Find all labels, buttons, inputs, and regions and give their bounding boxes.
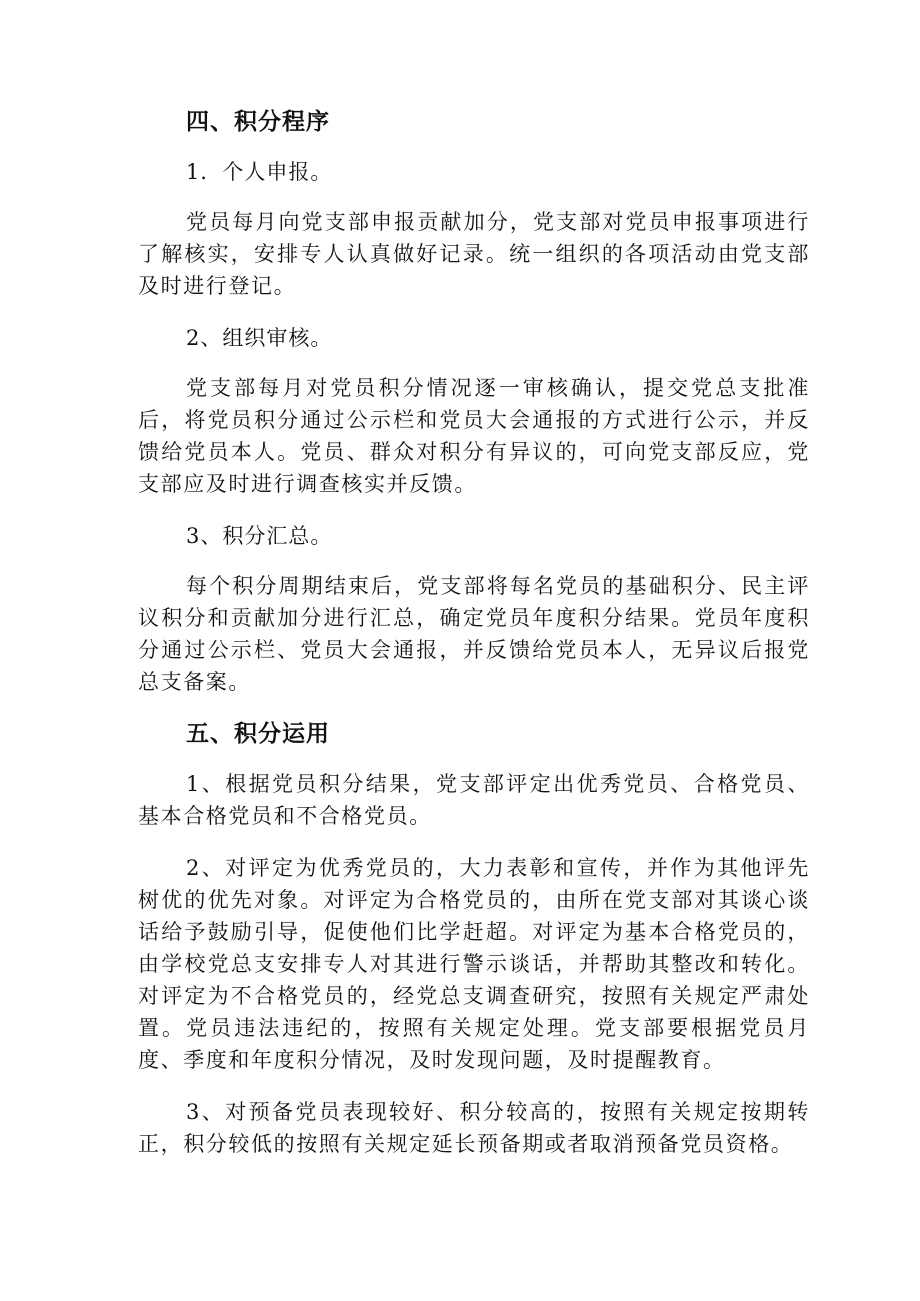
section-4-item-1-body: 党员每月向党支部申报贡献加分，党支部对党员申报事项进行了解核实，安排专人认真做好记录。统一组织的各项活动由党支部及时进行登记。: [138, 210, 810, 298]
section-4-item-3-body: 每个积分周期结束后，党支部将每名党员的基础积分、民主评议积分和贡献加分进行汇总，确定党员年度积分结果。党员年度积分通过公示栏、党员大会通报，并反馈给党员本人，无异议后报党总支备案。: [138, 574, 810, 694]
section-4-item-1-title: 1．个人申报。: [186, 160, 333, 184]
document-page: [138, 106, 810, 1160]
section-5-heading: 五、积分运用: [186, 721, 330, 747]
section-4-item-2-body: 党支部每月对党员积分情况逐一审核确认，提交党总支批准后，将党员积分通过公示栏和党员大会通报的方式进行公示，并反馈给党员本人。党员、群众对积分有异议的，可向党支部反应，党支部应及时进行调查核实并反馈。: [138, 376, 810, 496]
section-4-item-2-title: 2、组织审核。: [186, 326, 333, 350]
section-5-item-3: 3、对预备党员表现较好、积分较高的，按照有关规定按期转正，积分较低的按照有关规定延长预备期或者取消预备党员资格。: [138, 1100, 810, 1156]
section-5-item-2: 2、对评定为优秀党员的，大力表彰和宣传，并作为其他评先树优的优先对象。对评定为合格党员的，由所在党支部对其谈心谈话给予鼓励引导，促使他们比学赶超。对评定为基本合格党员的，由学校党总支安排专人对其进行警示谈话，并帮助其整改和转化。对评定为不合格党员的，经党总支调查研究，按照有关规定严肃处置。党员违法违纪的，按照有关规定处理。党支部要根据党员月度、季度和年度积分情况，及时发现问题，及时提醒教育。: [138, 856, 810, 1072]
section-4-heading: 四、积分程序: [186, 109, 330, 135]
section-5-item-1: 1、根据党员积分结果，党支部评定出优秀党员、合格党员、基本合格党员和不合格党员。: [138, 772, 810, 828]
section-4-item-3-title: 3、积分汇总。: [186, 524, 333, 548]
